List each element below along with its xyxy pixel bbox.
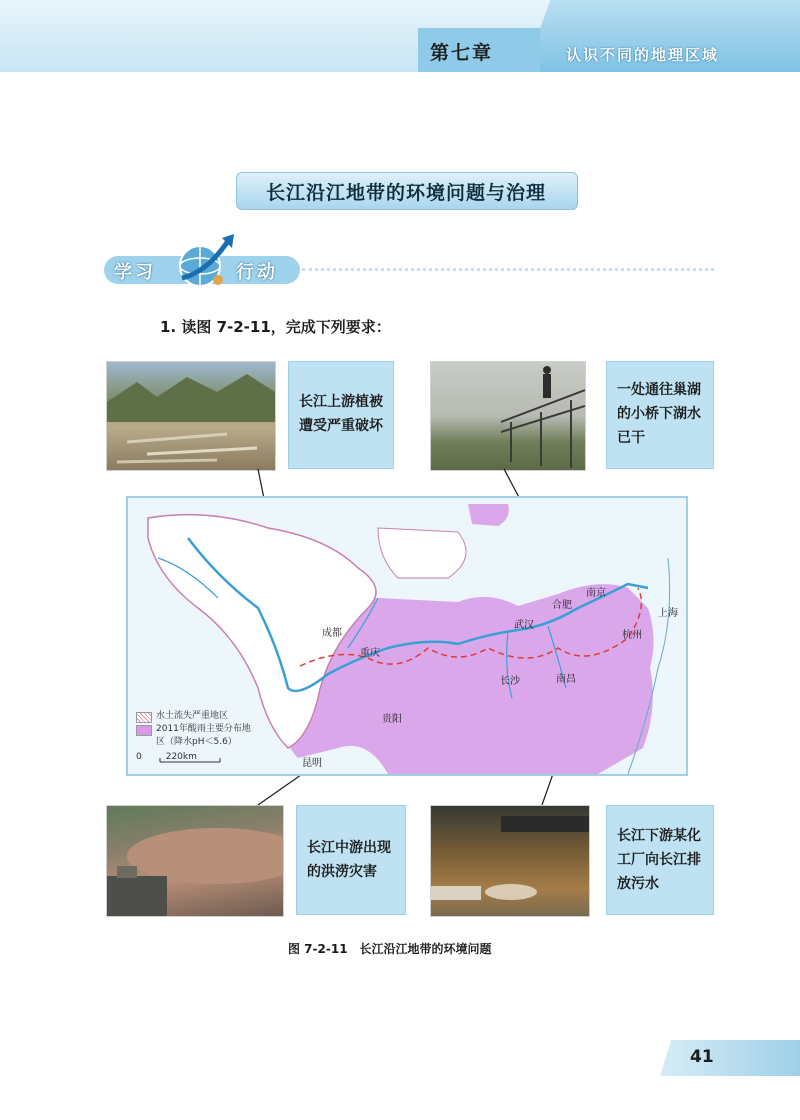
action-label-left: 学习 (114, 262, 156, 283)
city-label: 南昌 (556, 674, 576, 685)
yangtze-map (126, 496, 688, 776)
city-label: 长沙 (500, 676, 520, 687)
section-title: 长江沿江地带的环境问题与治理 (265, 182, 546, 204)
city-label: 重庆 (360, 648, 380, 659)
city-label: 南京 (586, 588, 606, 599)
scale-zero: 0 (136, 752, 142, 762)
city-label: 上海 (658, 608, 678, 619)
city-label: 合肥 (552, 600, 572, 611)
figure-caption: 图 7-2-11 长江沿江地带的环境问题 (288, 942, 492, 956)
caption-upstream: 长江上游植被遭受严重破坏 (288, 361, 394, 469)
city-label: 贵阳 (382, 714, 402, 725)
page-number-tab (660, 1040, 800, 1076)
city-label: 杭州 (622, 630, 642, 641)
legend-acid-rain: 2011年酸雨主要分布地区（降水pH＜5.6） (156, 724, 251, 747)
acid-rain-swatch (136, 725, 152, 736)
caption-midstream: 长江中游出现的洪涝灾害 (296, 805, 406, 915)
chapter-label: 第七章 (430, 42, 494, 64)
map-legend (136, 710, 254, 764)
erosion-swatch (136, 712, 152, 723)
legend-erosion: 水土流失严重地区 (156, 711, 229, 721)
chapter-title: 认识不同的地理区域 (566, 46, 720, 64)
action-label-right: 行动 (236, 262, 278, 283)
scale-distance: 220km (165, 752, 197, 762)
page-number: 41 (690, 1047, 714, 1067)
city-label: 成都 (322, 628, 342, 639)
caption-downstream: 长江下游某化工厂向长江排放污水 (606, 805, 714, 915)
question-text: 1. 读图 7-2-11，完成下列要求： (160, 318, 391, 336)
city-label: 昆明 (302, 758, 322, 769)
caption-dry-lake: 一处通往巢湖的小桥下湖水已干 (606, 361, 714, 469)
city-label: 武汉 (514, 620, 534, 631)
